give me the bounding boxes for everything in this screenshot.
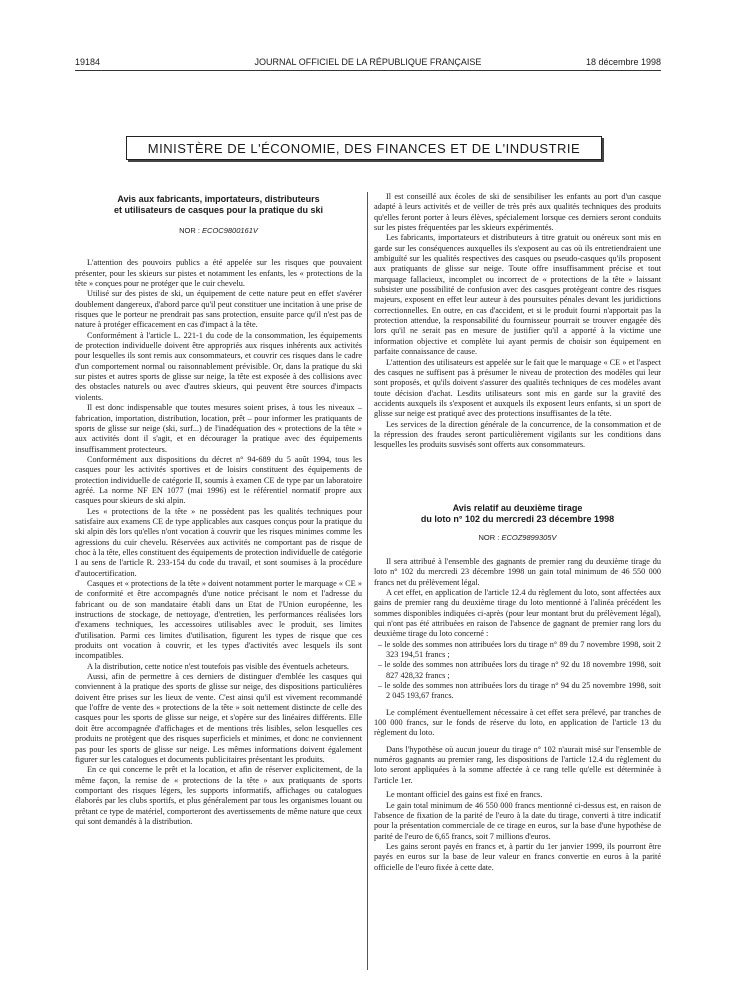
notice-title-line: Avis aux fabricants, importateurs, distributeurs: [117, 194, 320, 204]
paragraph: Il est conseillé aux écoles de ski de sensibiliser les enfants au port d'un casque adapté à leurs activités et de veiller de très près aux qualités techniques des produits qu'elles feront porter à leurs élèves, spécialement lorsque ces derniers seront conduits sur les pistes fréquentées par les skieurs expérimentés.: [374, 192, 661, 233]
paragraph: Le complément éventuellement nécessaire à cet effet sera prélevé, par tranches de 100 000 francs, sur le fonds de réserve du loto, en application de l'article 13 du règlement du loto.: [374, 707, 661, 738]
nor-reference: [75, 226, 362, 236]
nor-code: ECOZ9899305V: [501, 532, 557, 542]
header-rule: [75, 70, 661, 71]
paragraph: Le montant officiel des gains est fixé en francs.: [386, 790, 543, 800]
journal-title: JOURNAL OFFICIEL DE LA RÉPUBLIQUE FRANÇAISE: [254, 57, 482, 67]
notice-title-line: du loto n° 102 du mercredi 23 décembre 1998: [420, 513, 615, 524]
left-column: [75, 192, 362, 827]
paragraph: Il est donc indispensable que toutes mesures soient prises, à tous les niveaux – fabrication, importation, distribution, location, prêt – pour informer les pratiquants de sports de glisse sur neige (ski, surf...) de l'inadéquation des « protections de la tête » aux activités dont il s'agit, et en décourager la pratique avec des équipements insuffisamment protecteurs.: [75, 403, 362, 454]
paragraph: Le gain total minimum de 46 550 000 francs mentionné ci-dessus est, en raison de l'absence de fixation de la parité de l'euro à la date du tirage, converti à titre indicatif pour la présentation commerciale de ce tirage en euros, sur la base d'une hypothèse de parité de l'euro de 6,65 francs, soit 7 millions d'euros.: [374, 800, 661, 841]
page-number: 19184: [75, 57, 101, 67]
page-header: [75, 57, 661, 69]
paragraph: A cet effet, en application de l'article 12.4 du règlement du loto, sont affectées aux gains de premier rang du deuxième tirage du loto mentionné à l'alinéa précédent les sommes disponibles indiquées ci-après (pour leur montant brut du prélèvement légal), qui n'ont pas été attribuées en raison de l'absence de gagnant de premier rang lors du deuxième tirage du loto concerné :: [374, 587, 661, 639]
paragraph: Aussi, afin de permettre à ces derniers de distinguer d'emblée les casques qui conviennent à la pratique des sports de glisse sur neige, des dispositions particulières doivent être prises sur les lieux de vente. C'est ainsi qu'il est vivement recommandé que l'offre de vente des « protections de la tête » soit nettement distincte de celle des casques pour les sports de glisse sur neige, et s'opère sur des linéaires différents. Elle doit être accompagnée d'affichages et de mentions très lisibles, selon lesquelles ces produits ne protègent que des risques superficiels et minimes, et donc ne conviennent pas pour les sports de glisse sur neige. Les mêmes informations doivent également figurer sur les catalogues et documents publicitaires présentant les produits.: [75, 672, 362, 764]
issue-date: 18 décembre 1998: [585, 57, 661, 67]
paragraph: Dans l'hypothèse où aucun joueur du tirage n° 102 n'aurait misé sur l'ensemble de numéros gagnants au premier rang, les dispositions de l'article 12.4 du règlement du loto seront appliquées à la somme affectée à ce rang telle qu'elle est déterminée à l'article 1er.: [374, 744, 661, 785]
paragraph: L'attention des utilisateurs est appelée sur le fait que le marquage « CE » et l'aspect des casques ne suffisent pas à présumer le niveau de protection des modèles qui leur sont proposés, et qu'ils doivent s'assurer des qualités techniques de ces modèles avant toute décision d'achat. Lesdits utilisateurs sont mis en garde sur la gravité des accidents auxquels ils s'exposent et auxquels ils exposent leurs enfants, si un sport de glisse sur neige est pratiqué avec des protections insuffisantes de la tête.: [374, 357, 661, 419]
paragraph: A la distribution, cette notice n'est toutefois pas visible des éventuels acheteurs.: [87, 661, 349, 671]
right-column: [374, 192, 661, 873]
paragraph: Il sera attribué à l'ensemble des gagnants de premier rang du deuxième tirage du loto n° 102 du mercredi 23 décembre 1998 un gain total minimum de 46 550 000 francs net du prélèvement légal.: [374, 556, 661, 587]
list-item: – le solde des sommes non attribuées lors du tirage n° 94 du 25 novembre 1998, soit 2 045 193,67 francs.: [378, 681, 661, 701]
paragraph: Conformément à l'article L. 221-1 du code de la consommation, les équipements de protection individuelle doivent être appropriés aux risques inhérents aux activités pour lesquelles ils sont remis aux consommateurs, et couvrir ces risques dans le cadre d'un comportement normal ou raisonnablement prévisible. Or, dans la pratique du ski sur pistes et autres sports de glisse sur neige, la tête est exposée à des collisions avec des obstacles naturels ou avec d'autres skieurs, qui peuvent être sources d'impacts violents.: [75, 330, 362, 402]
nor-reference: [374, 533, 661, 543]
nor-label: NOR :: [478, 532, 500, 542]
notice-title: [75, 194, 362, 216]
paragraph: L'attention des pouvoirs publics a été appelée sur les risques que pouvaient présenter, pour les skieurs sur pistes et notamment les enfants, les « protections de la tête » conçues pour ne protéger que le cuir chevelu.: [75, 258, 362, 289]
notice-title-line: et utilisateurs de casques pour la pratique du ski: [113, 205, 324, 215]
paragraph: Conformément aux dispositions du décret n° 94-689 du 5 août 1994, tous les casques pour les activités sportives et de loisirs constituent des équipements de protection individuelle de catégorie II, soumis à examen CE de type par un laboratoire agréé. La norme NF EN 1077 (mai 1996) est le référentiel normatif propre aux casques pour skieurs de ski alpin.: [75, 454, 362, 506]
notice-title-line: Avis relatif au deuxième tirage: [452, 502, 583, 513]
column-divider: [367, 192, 368, 970]
ministry-banner: MINISTÈRE DE L'ÉCONOMIE, DES FINANCES ET DE L'INDUSTRIE: [126, 136, 602, 160]
nor-label: NOR :: [179, 226, 200, 235]
amounts-list: [374, 640, 661, 702]
paragraph: Casques et « protections de la tête » doivent notamment porter le marquage « CE » de conformité et être accompagnés d'une notice précisant le nom et l'adresse du fabricant ou de son mandataire établi dans un Etat de l'Union européenne, les instructions de stockage, de nettoyage, d'entretien, les performances réalisées lors d'examens techniques, les accessoires utilisables avec le produit, ses limites d'utilisation. Parmi ces limites d'utilisation, figurent les types de risque que ces produits ont vocation à couvrir, et les types d'activités avec lesquels ils sont incompatibles.: [75, 579, 362, 661]
paragraph: En ce qui concerne le prêt et la location, et afin de réserver explicitement, de la même façon, la remise de « protections de la tête » aux pratiquants de sports comportant des risques légers, les supports informatifs, affichages ou catalogues élaborés par les clubs sportifs, et plus généralement par tous les organismes louant ou prêtant ce type de matériel, comporteront des avertissements de même nature que ceux qui sont demandés à la distribution.: [75, 765, 362, 826]
list-item: – le solde des sommes non attribuées lors du tirage n° 89 du 7 novembre 1998, soit 2 323 194,51 francs ;: [378, 639, 661, 660]
list-item: – le solde des sommes non attribuées lors du tirage n° 92 du 18 novembre 1998, soit 827 428,32 francs ;: [378, 660, 661, 680]
paragraph: Les « protections de la tête » ne possèdent pas les qualités techniques pour satisfaire aux examens CE de type applicables aux casques conçus pour la pratique du ski alpin dès lors qu'elles n'ont vocation à couvrir que les risques minimes comme les agressions du cuir chevelu. Réservées aux activités ne comportant pas de risque de choc à la tête, elles constituent des équipements de protection individuelle de catégorie I au sens de l'article R. 233-154 du code du travail, et sont soumises à la procédure d'autocertification.: [75, 506, 362, 578]
nor-code: ECOC9800161V: [202, 226, 258, 235]
notice-title: [374, 503, 661, 525]
paragraph: Les services de la direction générale de la concurrence, de la consommation et de la répression des fraudes seront particulièrement vigilants sur les conditions dans lesquelles les produits susvisés sont offerts aux consommateurs.: [374, 419, 661, 450]
paragraph: Utilisé sur des pistes de ski, un équipement de cette nature peut en effet s'avérer doublement dangereux, d'abord parce qu'il peut constituer une incitation à une prise de risques que le porteur ne prendrait pas sans protection, ensuite parce qu'il n'est pas de nature à protéger efficacement en cas d'impact à la tête.: [75, 289, 362, 330]
paragraph: Les gains seront payés en francs et, à partir du 1er janvier 1999, ils pourront être payés en euros sur la base de leur valeur en francs convertie en euros à la parité officielle de l'euro fixée à cette date.: [374, 841, 661, 872]
paragraph: Les fabricants, importateurs et distributeurs à titre gratuit ou onéreux sont mis en garde sur les conséquences auxquelles ils s'exposent au cas où ils entretiendraient une ambiguïté sur les qualités respectives des casques ou pseudo-casques qu'ils proposent aux pratiquants de glisse sur neige. Toute offre insuffisamment précise et tout marquage fallacieux, incomplet ou incorrect de « protections de la tête » laissant subsister une possibilité de confusion avec des casques protégeant contre des risques majeurs, exposent en effet leur auteur à des poursuites pénales devant les juridictions correctionnelles. En outre, en cas d'accident, et si le produit fourni n'apportait pas la protection attendue, la responsabilité du fournisseur pourrait se trouver engagée dès lors qu'il ne serait pas en mesure de justifier qu'il a apporté à la victime une information objective et complète lui ayant permis de choisir son équipement en parfaite connaissance de cause.: [374, 233, 661, 357]
